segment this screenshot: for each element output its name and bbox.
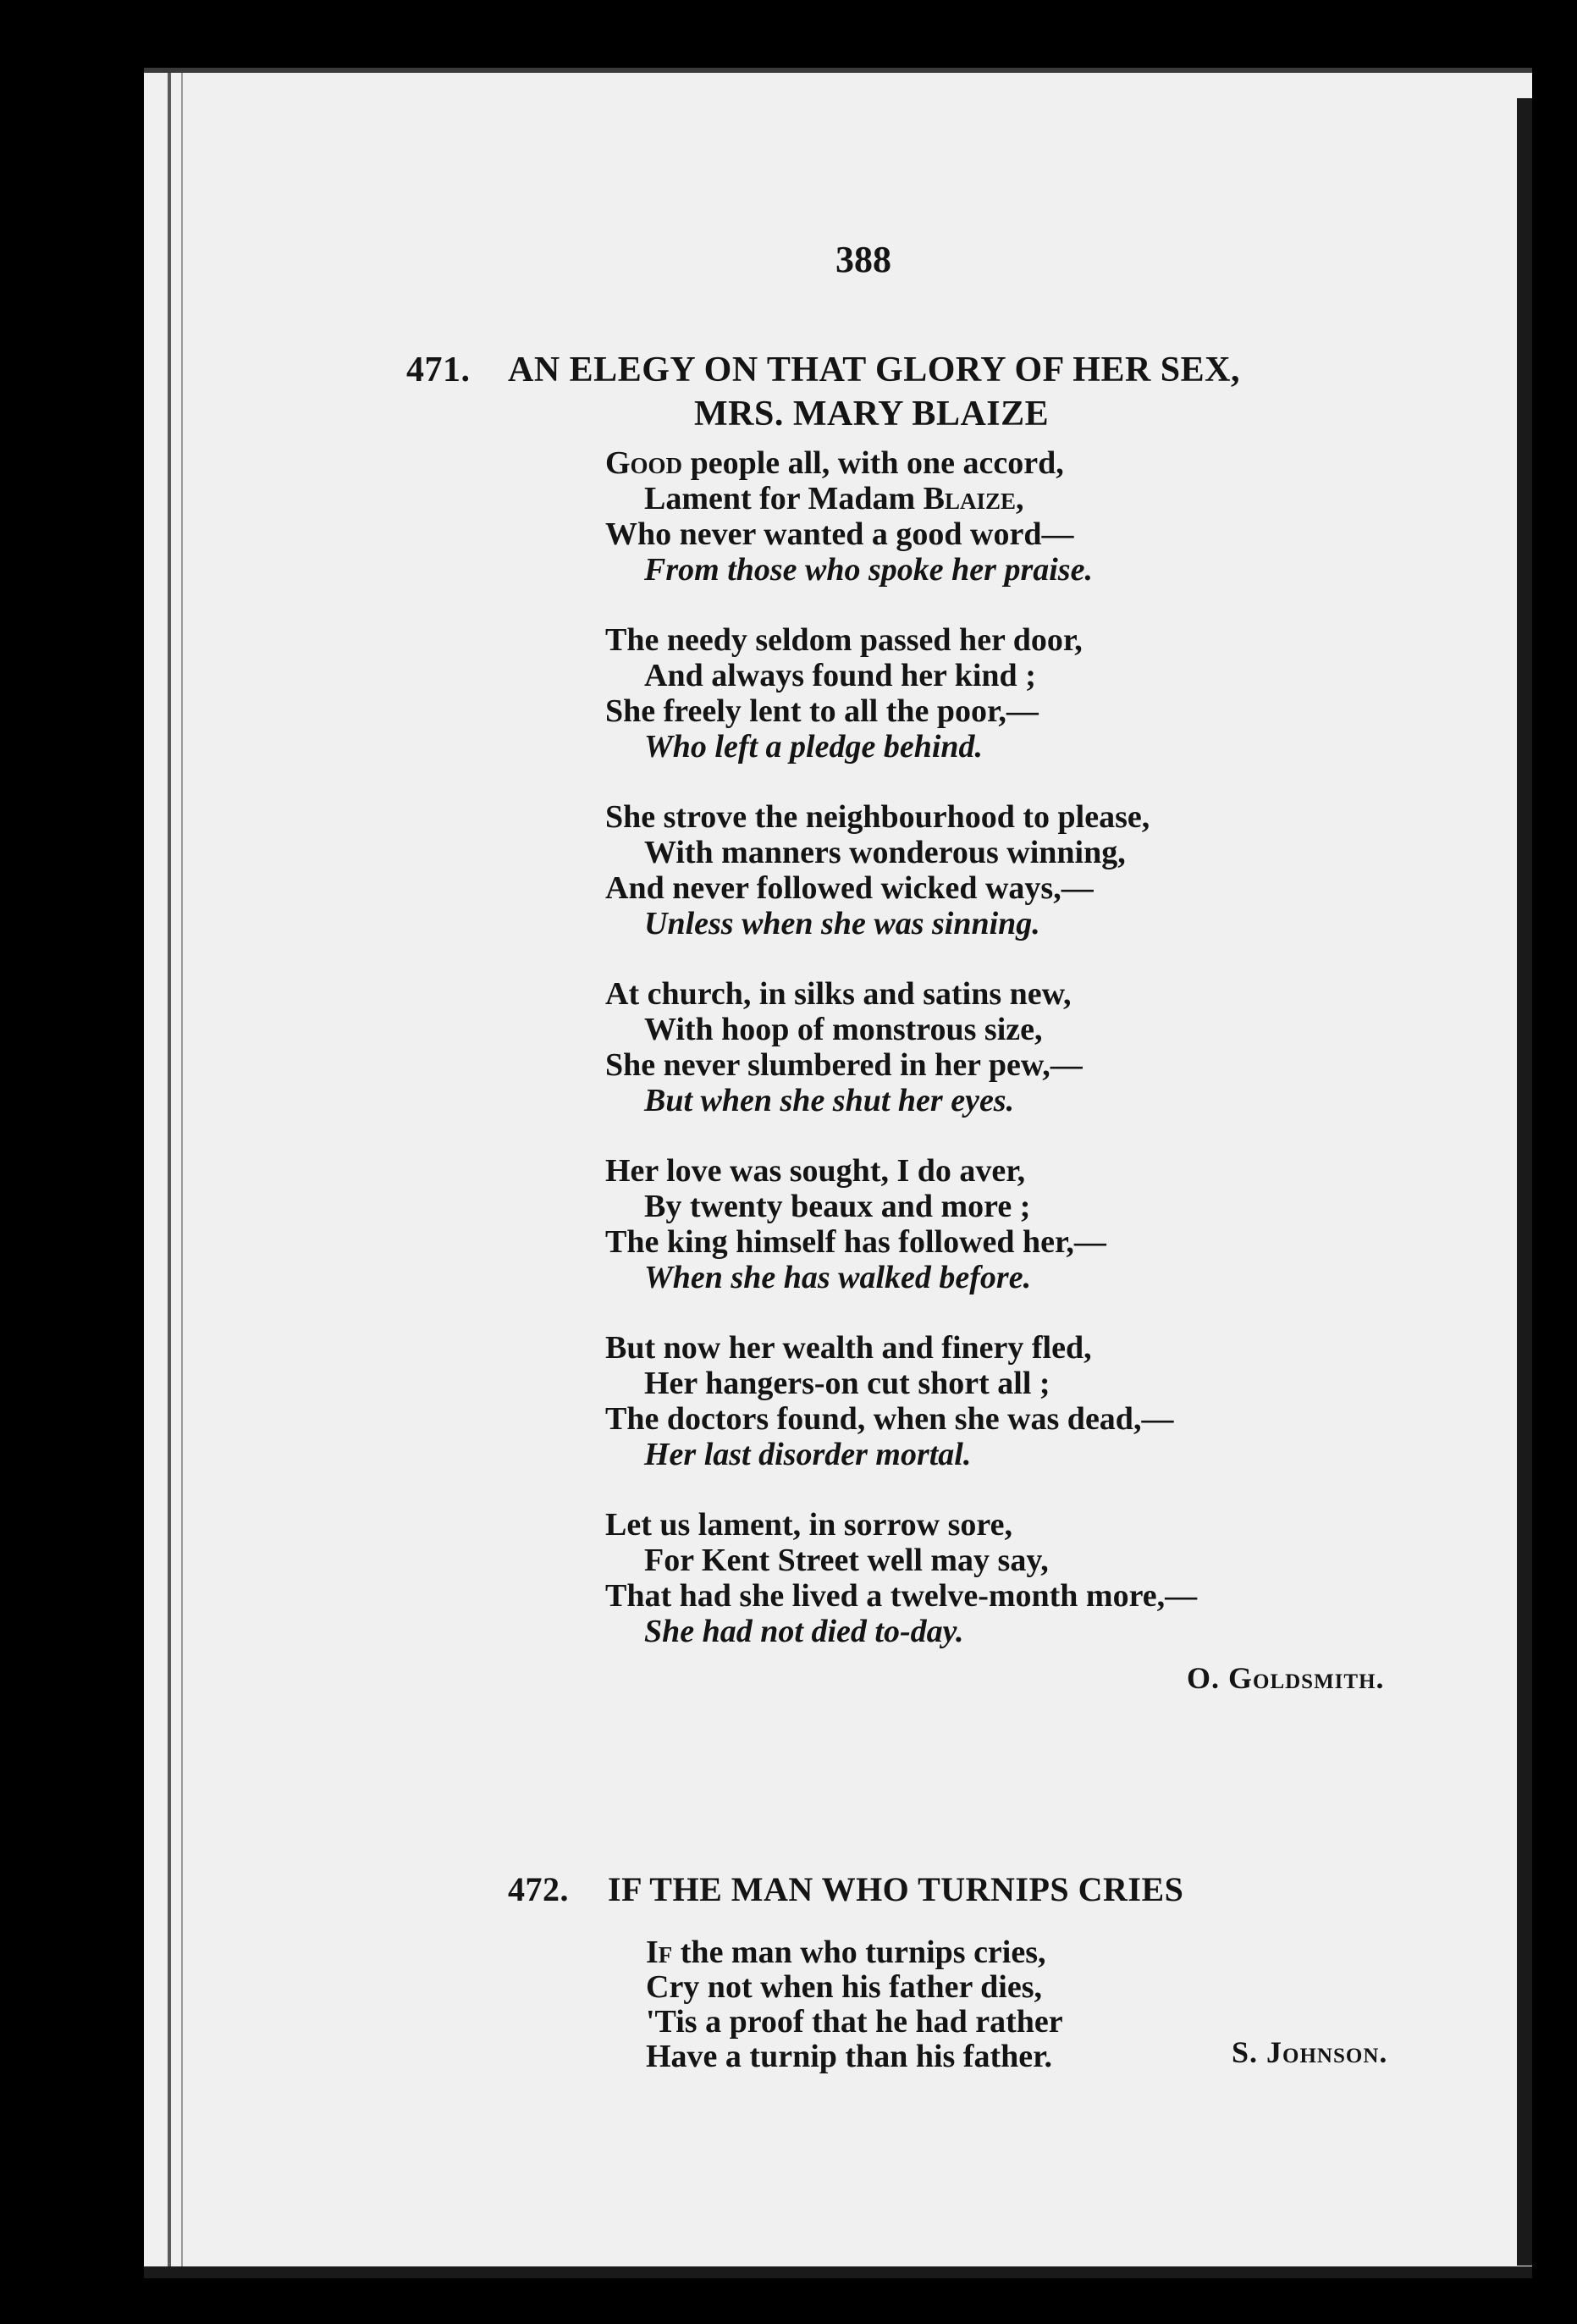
poem-471-title-line-2: MRS. MARY BLAIZE — [694, 395, 1050, 433]
poem-line: Her love was sought, I do aver, — [605, 1153, 1026, 1189]
poem-line: The needy seldom passed her door, — [605, 622, 1083, 658]
page-right-edge — [1517, 98, 1532, 2266]
poem-line: Unless when she was sinning. — [644, 906, 1040, 941]
poem-line: She never slumbered in her pew,— — [605, 1047, 1083, 1083]
stanza-1 — [605, 445, 1197, 588]
poem-line: When she has walked before. — [644, 1260, 1032, 1295]
poem-line: Her last disorder mortal. — [644, 1437, 972, 1472]
poem-line: Cry not when his father dies, — [646, 1969, 1042, 2005]
poem-line: Her hangers-on cut short all ; — [644, 1366, 1050, 1401]
poem-line: She had not died to-day. — [644, 1614, 964, 1649]
poem-line: Have a turnip than his father. — [646, 2039, 1052, 2074]
binding-edge-line — [168, 73, 171, 2278]
stanza-5 — [605, 1153, 1197, 1295]
poem-line: Let us lament, in sorrow sore, — [605, 1507, 1012, 1543]
poem-471-author: O. Goldsmith. — [1187, 1661, 1385, 1695]
poem-line: Lament for Madam Blaize, — [644, 481, 1024, 516]
poem-line: And always found her kind ; — [644, 658, 1036, 693]
poem-472-author: S. Johnson. — [1232, 2035, 1388, 2069]
poem-line: At church, in silks and satins new, — [605, 976, 1072, 1012]
poem-line: And never followed wicked ways,— — [605, 870, 1094, 906]
stanza-6 — [605, 1330, 1197, 1472]
poem-line: If the man who turnips cries, — [646, 1935, 1046, 1970]
poem-line: But now her wealth and finery fled, — [605, 1330, 1092, 1366]
poem-line: With hoop of monstrous size, — [644, 1012, 1043, 1047]
poem-line: But when she shut her eyes. — [644, 1083, 1015, 1118]
poem-472-body — [646, 1935, 1063, 2074]
poem-line: By twenty beaux and more ; — [644, 1189, 1031, 1224]
poem-471-body — [605, 445, 1197, 1684]
poem-line: The king himself has followed her,— — [605, 1224, 1106, 1260]
poem-line: With manners wonderous winning, — [644, 835, 1126, 870]
stanza-4 — [605, 976, 1197, 1118]
page-number: 388 — [835, 239, 891, 280]
poem-line: She freely lent to all the poor,— — [605, 693, 1039, 729]
poem-471-number: 471. — [406, 351, 471, 389]
binding-edge-line-inner — [181, 73, 183, 2278]
stanza-3 — [605, 799, 1197, 941]
poem-line: Who left a pledge behind. — [644, 729, 984, 765]
poem-line: Who never wanted a good word— — [605, 516, 1074, 552]
stanza-7 — [605, 1507, 1197, 1649]
poem-line: She strove the neighbourhood to please, — [605, 799, 1150, 835]
poem-472-heading — [508, 1869, 1183, 1909]
page-bottom-edge — [144, 2266, 1532, 2278]
poem-line: For Kent Street well may say, — [644, 1543, 1049, 1578]
poem-line: 'Tis a proof that he had rather — [646, 2004, 1063, 2040]
poem-471-heading — [406, 348, 1240, 436]
poem-471-title-line-1: AN ELEGY ON THAT GLORY OF HER SEX, — [508, 351, 1240, 389]
poem-472-number: 472. — [508, 1870, 569, 1908]
paper-sheet — [144, 68, 1532, 2278]
poem-line: From those who spoke her praise. — [644, 552, 1093, 588]
poem-line: Good people all, with one accord, — [605, 445, 1064, 481]
poem-line: The doctors found, when she was dead,— — [605, 1401, 1174, 1437]
stanza-2 — [605, 622, 1197, 765]
poem-line: That had she lived a twelve-month more,— — [605, 1578, 1198, 1614]
poem-472-title: IF THE MAN WHO TURNIPS CRIES — [608, 1870, 1184, 1908]
